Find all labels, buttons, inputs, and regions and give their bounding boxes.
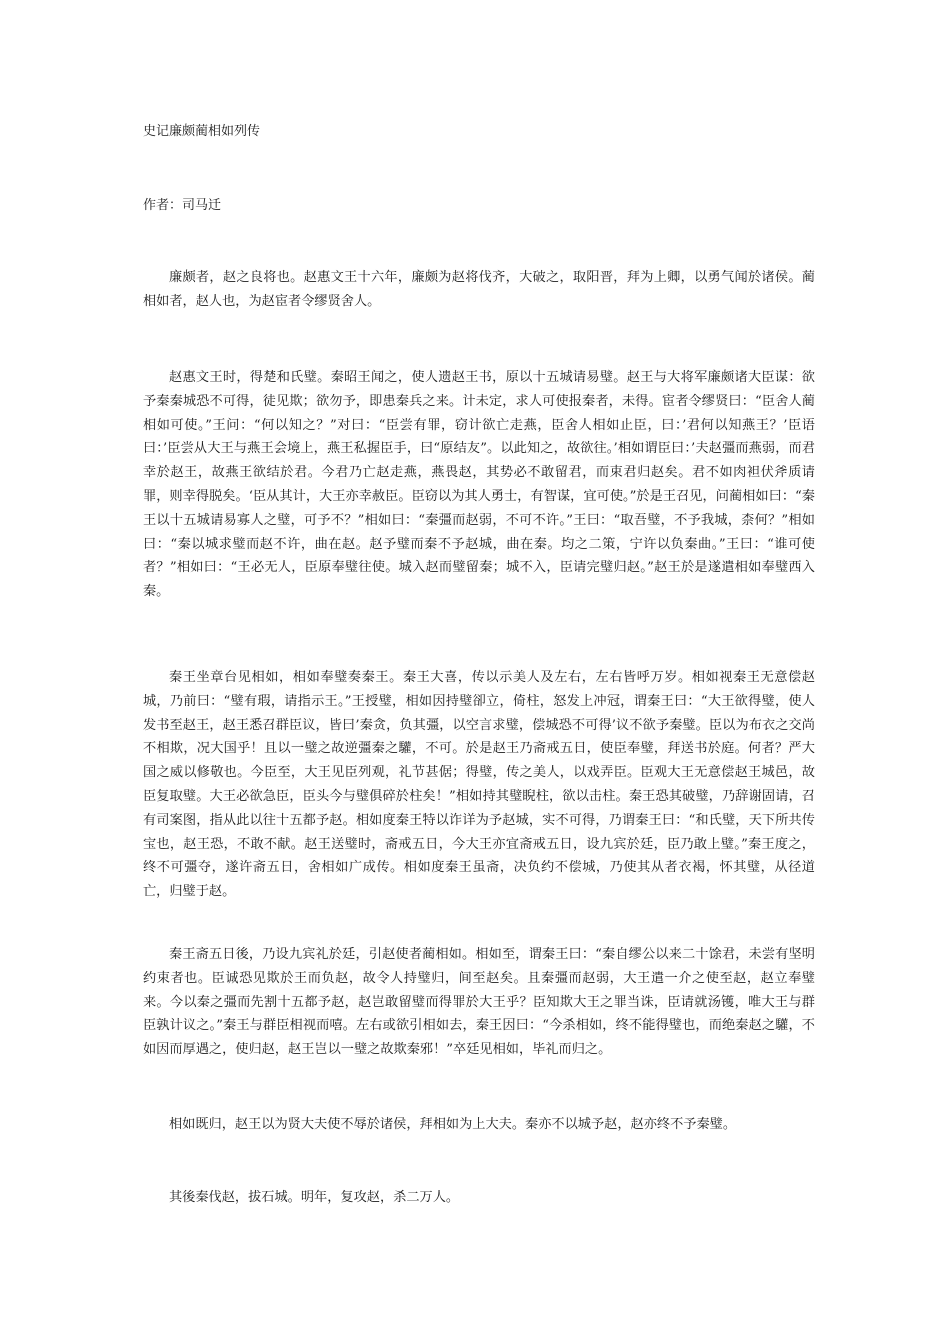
paragraph-3: 秦王坐章台见相如，相如奉璧奏秦王。秦王大喜，传以示美人及左右，左右皆呼万岁。相如视秦王无意偿赵城，乃前曰：“璧有瑕，请指示王。”王授璧，相如因持璧卻立，倚柱，怒发上冲冠，谓秦王曰：“大王欲得璧，使人发书至赵王，赵王悉召群臣议，皆曰’秦贪，负其彊，以空言求璧，偿城恐不可得’议不欲予秦璧。臣以为布衣之交尚不相欺，况大国乎！且以一璧之故逆彊秦之驩，不可。於是赵王乃斋戒五日，使臣奉璧，拜送书於庭。何者？严大国之威以修敬也。今臣至，大王见臣列观，礼节甚倨；得璧，传之美人，以戏弄臣。臣观大王无意偿赵王城邑，故臣复取璧。大王必欲急臣，臣头今与璧俱碎於柱矣！”相如持其璧睨柱，欲以击柱。秦王恐其破璧，乃辞谢固请，召有司案图，指从此以往十五都予赵。相如度秦王特以诈详为予赵城，实不可得，乃谓秦王曰：“和氏璧，天下所共传宝也，赵王恐，不敢不献。赵王送璧时，斋戒五日，今大王亦宜斋戒五日，设九宾於廷，臣乃敢上璧。”秦王度之，终不可彊夺，遂许斋五日，舍相如广成传。相如度秦王虽斋，决负约不偿城，乃使其从者衣褐，怀其璧，从径道亡，归璧于赵。 [143, 670, 815, 900]
author-line: 作者：司马迁 [143, 198, 222, 213]
paragraph-2: 赵惠文王时，得楚和氏璧。秦昭王闻之，使人遗赵王书，原以十五城请易璧。赵王与大将军廉颇诸大臣谋：欲予秦秦城恐不可得，徒见欺；欲勿予，即患秦兵之来。计未定，求人可使报秦者，未得。宦者令缪贤曰：“臣舍人蔺相如可使。”王问：“何以知之？”对曰：“臣尝有罪，窃计欲亡走燕，臣舍人相如止臣，曰：’君何以知燕王？’臣语曰：’臣尝从大王与燕王会境上，燕王私握臣手，曰“原结友”。以此知之，故欲往。’相如谓臣曰：’夫赵彊而燕弱，而君幸於赵王，故燕王欲结於君。今君乃亡赵走燕，燕畏赵，其势必不敢留君，而束君归赵矣。君不如肉袒伏斧质请罪，则幸得脱矣。‘臣从其计，大王亦幸赦臣。臣窃以为其人勇士，有智谋，宜可使。”於是王召见，问蔺相如曰：“秦王以十五城请易寡人之璧，可予不？”相如曰：“秦彊而赵弱，不可不许。”王曰：“取吾璧，不予我城，柰何？”相如曰：“秦以城求璧而赵不许，曲在赵。赵予璧而秦不予赵城，曲在秦。均之二策，宁许以负秦曲。”王曰：“谁可使者？”相如曰：“王必无人，臣原奉璧往使。城入赵而璧留秦；城不入，臣请完璧归赵。”赵王於是遂遣相如奉璧西入秦。 [143, 370, 815, 600]
paragraph-4: 秦王斋五日後，乃设九宾礼於廷，引赵使者蔺相如。相如至，谓秦王曰：“秦自缪公以来二十馀君，未尝有坚明约束者也。臣诚恐见欺於王而负赵，故令人持璧归，间至赵矣。且秦彊而赵弱，大王遣一介之使至赵，赵立奉璧来。今以秦之彊而先割十五都予赵，赵岂敢留璧而得罪於大王乎？臣知欺大王之罪当诛，臣请就汤镬，唯大王与群臣孰计议之。”秦王与群臣相视而嘻。左右或欲引相如去，秦王因曰：“今杀相如，终不能得璧也，而绝秦赵之驩，不如因而厚遇之，使归赵，赵王岂以一璧之故欺秦邪！”卒廷见相如，毕礼而归之。 [143, 947, 815, 1058]
paragraph-1: 廉颇者，赵之良将也。赵惠文王十六年，廉颇为赵将伐齐，大破之，取阳晋，拜为上卿，以勇气闻於诸侯。蔺相如者，赵人也，为赵宦者令缪贤舍人。 [143, 270, 815, 309]
document-title: 史记廉颇蔺相如列传 [143, 124, 261, 139]
paragraph-5: 相如既归，赵王以为贤大夫使不辱於诸侯，拜相如为上大夫。秦亦不以城予赵，赵亦终不予秦璧。 [169, 1117, 737, 1132]
paragraph-6: 其後秦伐赵，拔石城。明年，复攻赵，杀二万人。 [169, 1190, 460, 1205]
